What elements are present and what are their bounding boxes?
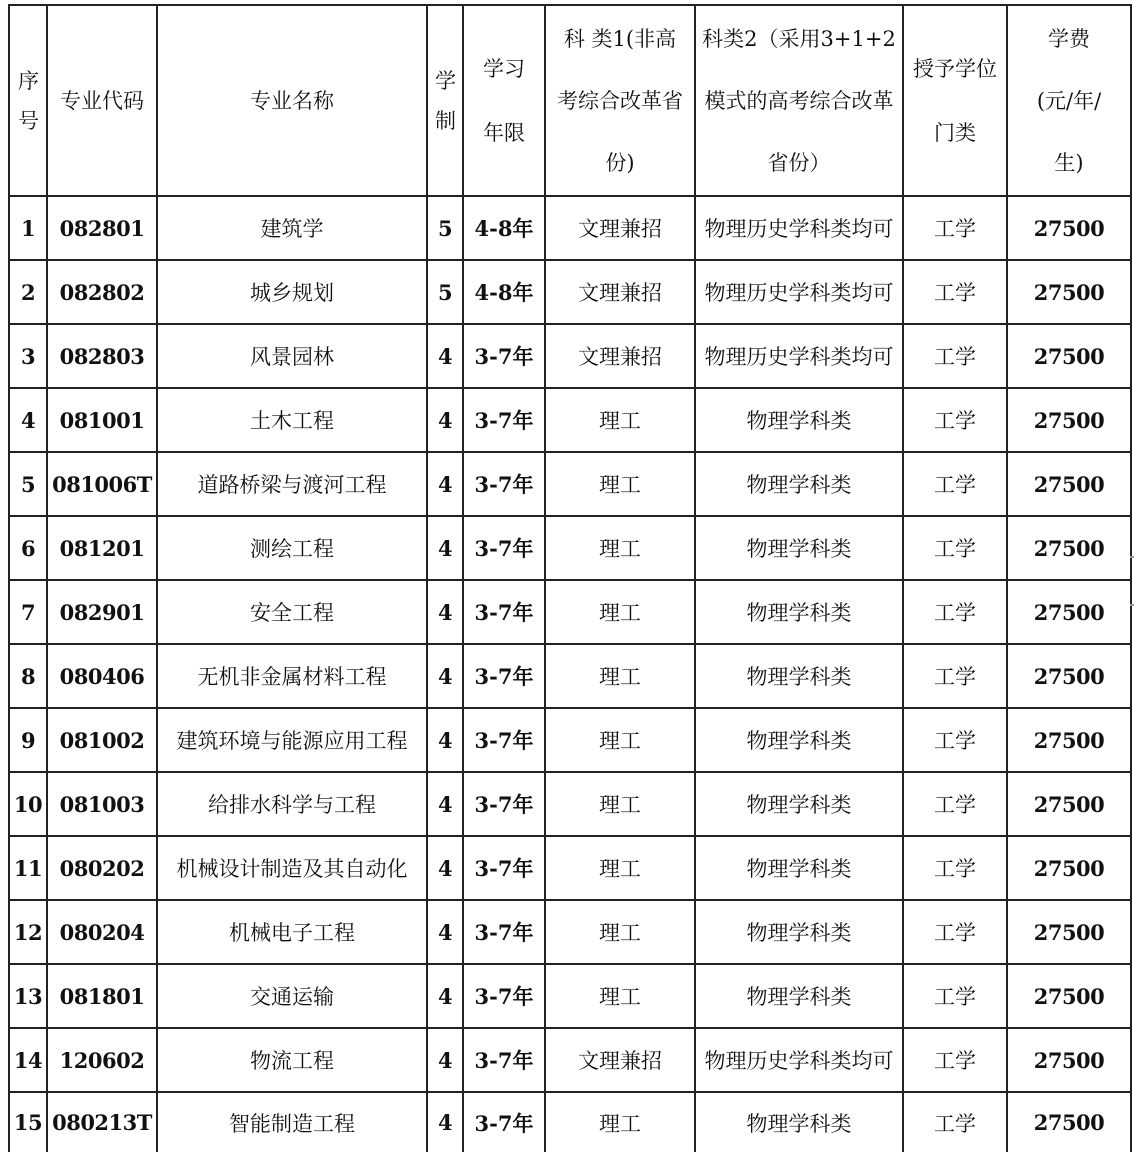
header-category2 [695, 5, 903, 196]
cell-code: 080213T [47, 1092, 157, 1152]
cell-name: 安全工程 [157, 580, 427, 644]
cell-years: 3-7年 [463, 324, 545, 388]
cell-duration: 4 [427, 580, 463, 644]
cell-duration: 4 [427, 324, 463, 388]
cell-index: 5 [9, 452, 47, 516]
cell-index: 12 [9, 900, 47, 964]
header-category1 [545, 5, 695, 196]
table-row [9, 644, 1131, 708]
cell-code: 082803 [47, 324, 157, 388]
header-duration [427, 5, 463, 196]
cell-degree: 工学 [903, 324, 1007, 388]
cell-category2: 物理学科类 [695, 516, 903, 580]
cell-name: 智能制造工程 [157, 1092, 427, 1152]
cell-degree: 工学 [903, 452, 1007, 516]
cell-index: 4 [9, 388, 47, 452]
cell-category1: 理工 [545, 836, 695, 900]
cell-fee: 27500 [1007, 964, 1131, 1028]
cell-index: 10 [9, 772, 47, 836]
cell-code: 081801 [47, 964, 157, 1028]
cell-degree: 工学 [903, 900, 1007, 964]
header-index-lines: 序 号 [18, 68, 39, 133]
cell-degree: 工学 [903, 836, 1007, 900]
cell-category1: 理工 [545, 708, 695, 772]
cell-years: 3-7年 [463, 452, 545, 516]
cell-fee: 27500 [1007, 516, 1131, 580]
header-degree [903, 5, 1007, 196]
cell-name: 机械设计制造及其自动化 [157, 836, 427, 900]
cell-years: 3-7年 [463, 1028, 545, 1092]
header-name [157, 5, 427, 196]
cell-category2: 物理学科类 [695, 388, 903, 452]
cell-fee: 27500 [1007, 452, 1131, 516]
cell-years: 3-7年 [463, 772, 545, 836]
cell-name: 机械电子工程 [157, 900, 427, 964]
cell-fee: 27500 [1007, 772, 1131, 836]
table-row [9, 196, 1131, 260]
cell-fee: 27500 [1007, 388, 1131, 452]
cell-degree: 工学 [903, 772, 1007, 836]
cell-category1: 文理兼招 [545, 1028, 695, 1092]
cell-category1: 理工 [545, 1092, 695, 1152]
cell-category2: 物理历史学科类均可 [695, 1028, 903, 1092]
table-row [9, 452, 1131, 516]
cell-category2: 物理学科类 [695, 1092, 903, 1152]
cell-years: 3-7年 [463, 644, 545, 708]
cell-category1: 文理兼招 [545, 260, 695, 324]
table-row [9, 772, 1131, 836]
header-degree-lines: 授予学位 门类 [913, 56, 997, 145]
cell-fee: 27500 [1007, 1092, 1131, 1152]
cell-index: 8 [9, 644, 47, 708]
cell-degree: 工学 [903, 708, 1007, 772]
header-years-lines: 学习 年限 [483, 56, 525, 145]
table-row [9, 964, 1131, 1028]
cell-name: 物流工程 [157, 1028, 427, 1092]
cell-category2: 物理学科类 [695, 900, 903, 964]
cell-duration: 4 [427, 516, 463, 580]
cell-index: 1 [9, 196, 47, 260]
cell-degree: 工学 [903, 1092, 1007, 1152]
cell-duration: 4 [427, 1028, 463, 1092]
table-row [9, 836, 1131, 900]
cell-years: 3-7年 [463, 900, 545, 964]
header-fee-lines: 学费 (元/年/ 生) [1036, 26, 1102, 175]
cell-duration: 4 [427, 900, 463, 964]
cell-fee: 27500 [1007, 1028, 1131, 1092]
cell-index: 14 [9, 1028, 47, 1092]
cell-index: 13 [9, 964, 47, 1028]
cell-duration: 4 [427, 708, 463, 772]
cell-name: 交通运输 [157, 964, 427, 1028]
cell-duration: 4 [427, 772, 463, 836]
cell-category1: 理工 [545, 964, 695, 1028]
cell-degree: 工学 [903, 964, 1007, 1028]
cell-years: 3-7年 [463, 708, 545, 772]
header-duration-lines: 学 制 [435, 68, 456, 133]
table-row [9, 580, 1131, 644]
cell-category1: 理工 [545, 388, 695, 452]
cell-duration: 4 [427, 964, 463, 1028]
majors-table [8, 4, 1132, 1152]
cell-category1: 理工 [545, 580, 695, 644]
cell-fee: 27500 [1007, 196, 1131, 260]
cell-category1: 文理兼招 [545, 324, 695, 388]
cell-category2: 物理历史学科类均可 [695, 260, 903, 324]
cell-fee: 27500 [1007, 580, 1131, 644]
cell-degree: 工学 [903, 1028, 1007, 1092]
cell-duration: 4 [427, 644, 463, 708]
table-row [9, 324, 1131, 388]
cell-duration: 4 [427, 836, 463, 900]
cell-index: 11 [9, 836, 47, 900]
cell-index: 9 [9, 708, 47, 772]
cell-category1: 理工 [545, 516, 695, 580]
cell-category2: 物理学科类 [695, 708, 903, 772]
table-header-row [9, 5, 1131, 196]
cell-years: 4-8年 [463, 260, 545, 324]
cell-code: 082802 [47, 260, 157, 324]
table-row [9, 388, 1131, 452]
scan-mark [1130, 604, 1134, 606]
header-category1-lines: 科 类1(非高 考综合改革省 份) [557, 26, 683, 175]
cell-name: 给排水科学与工程 [157, 772, 427, 836]
cell-code: 082801 [47, 196, 157, 260]
cell-name: 土木工程 [157, 388, 427, 452]
cell-name: 建筑学 [157, 196, 427, 260]
cell-fee: 27500 [1007, 324, 1131, 388]
cell-degree: 工学 [903, 580, 1007, 644]
header-index [9, 5, 47, 196]
cell-code: 120602 [47, 1028, 157, 1092]
cell-name: 城乡规划 [157, 260, 427, 324]
cell-years: 3-7年 [463, 1092, 545, 1152]
cell-index: 3 [9, 324, 47, 388]
cell-degree: 工学 [903, 196, 1007, 260]
cell-category2: 物理学科类 [695, 644, 903, 708]
cell-fee: 27500 [1007, 260, 1131, 324]
cell-code: 082901 [47, 580, 157, 644]
header-fee [1007, 5, 1131, 196]
table-row [9, 1028, 1131, 1092]
table-body [9, 196, 1131, 1152]
cell-duration: 4 [427, 388, 463, 452]
cell-degree: 工学 [903, 644, 1007, 708]
cell-fee: 27500 [1007, 900, 1131, 964]
cell-fee: 27500 [1007, 644, 1131, 708]
cell-code: 081002 [47, 708, 157, 772]
header-category2-lines: 科类2（采用3+1+2 模式的高考综合改革 省份） [702, 26, 896, 175]
cell-code: 081001 [47, 388, 157, 452]
cell-code: 080406 [47, 644, 157, 708]
scan-mark [1130, 556, 1134, 558]
cell-category2: 物理历史学科类均可 [695, 196, 903, 260]
cell-category1: 理工 [545, 900, 695, 964]
cell-index: 15 [9, 1092, 47, 1152]
cell-category2: 物理学科类 [695, 580, 903, 644]
cell-duration: 4 [427, 452, 463, 516]
header-years [463, 5, 545, 196]
cell-category1: 文理兼招 [545, 196, 695, 260]
cell-category1: 理工 [545, 772, 695, 836]
header-code [47, 5, 157, 196]
cell-category2: 物理学科类 [695, 964, 903, 1028]
cell-degree: 工学 [903, 388, 1007, 452]
cell-code: 081006T [47, 452, 157, 516]
cell-category2: 物理学科类 [695, 772, 903, 836]
cell-name: 测绘工程 [157, 516, 427, 580]
cell-category2: 物理学科类 [695, 452, 903, 516]
cell-category1: 理工 [545, 644, 695, 708]
cell-duration: 5 [427, 196, 463, 260]
cell-years: 3-7年 [463, 836, 545, 900]
cell-name: 无机非金属材料工程 [157, 644, 427, 708]
cell-name: 建筑环境与能源应用工程 [157, 708, 427, 772]
cell-name: 风景园林 [157, 324, 427, 388]
cell-years: 3-7年 [463, 388, 545, 452]
cell-code: 080202 [47, 836, 157, 900]
cell-code: 081201 [47, 516, 157, 580]
cell-code: 081003 [47, 772, 157, 836]
cell-index: 6 [9, 516, 47, 580]
table-row [9, 708, 1131, 772]
cell-duration: 4 [427, 1092, 463, 1152]
header-name-lines: 专业名称 [250, 88, 334, 113]
cell-fee: 27500 [1007, 708, 1131, 772]
cell-years: 3-7年 [463, 580, 545, 644]
cell-duration: 5 [427, 260, 463, 324]
table-row [9, 516, 1131, 580]
cell-category2: 物理学科类 [695, 836, 903, 900]
table-row [9, 900, 1131, 964]
cell-category2: 物理历史学科类均可 [695, 324, 903, 388]
cell-code: 080204 [47, 900, 157, 964]
cell-degree: 工学 [903, 516, 1007, 580]
cell-index: 7 [9, 580, 47, 644]
cell-years: 4-8年 [463, 196, 545, 260]
cell-fee: 27500 [1007, 836, 1131, 900]
table-row [9, 1092, 1131, 1152]
cell-category1: 理工 [545, 452, 695, 516]
cell-years: 3-7年 [463, 964, 545, 1028]
header-code-lines: 专业代码 [60, 88, 144, 113]
cell-index: 2 [9, 260, 47, 324]
cell-name: 道路桥梁与渡河工程 [157, 452, 427, 516]
table-row [9, 260, 1131, 324]
cell-degree: 工学 [903, 260, 1007, 324]
cell-years: 3-7年 [463, 516, 545, 580]
